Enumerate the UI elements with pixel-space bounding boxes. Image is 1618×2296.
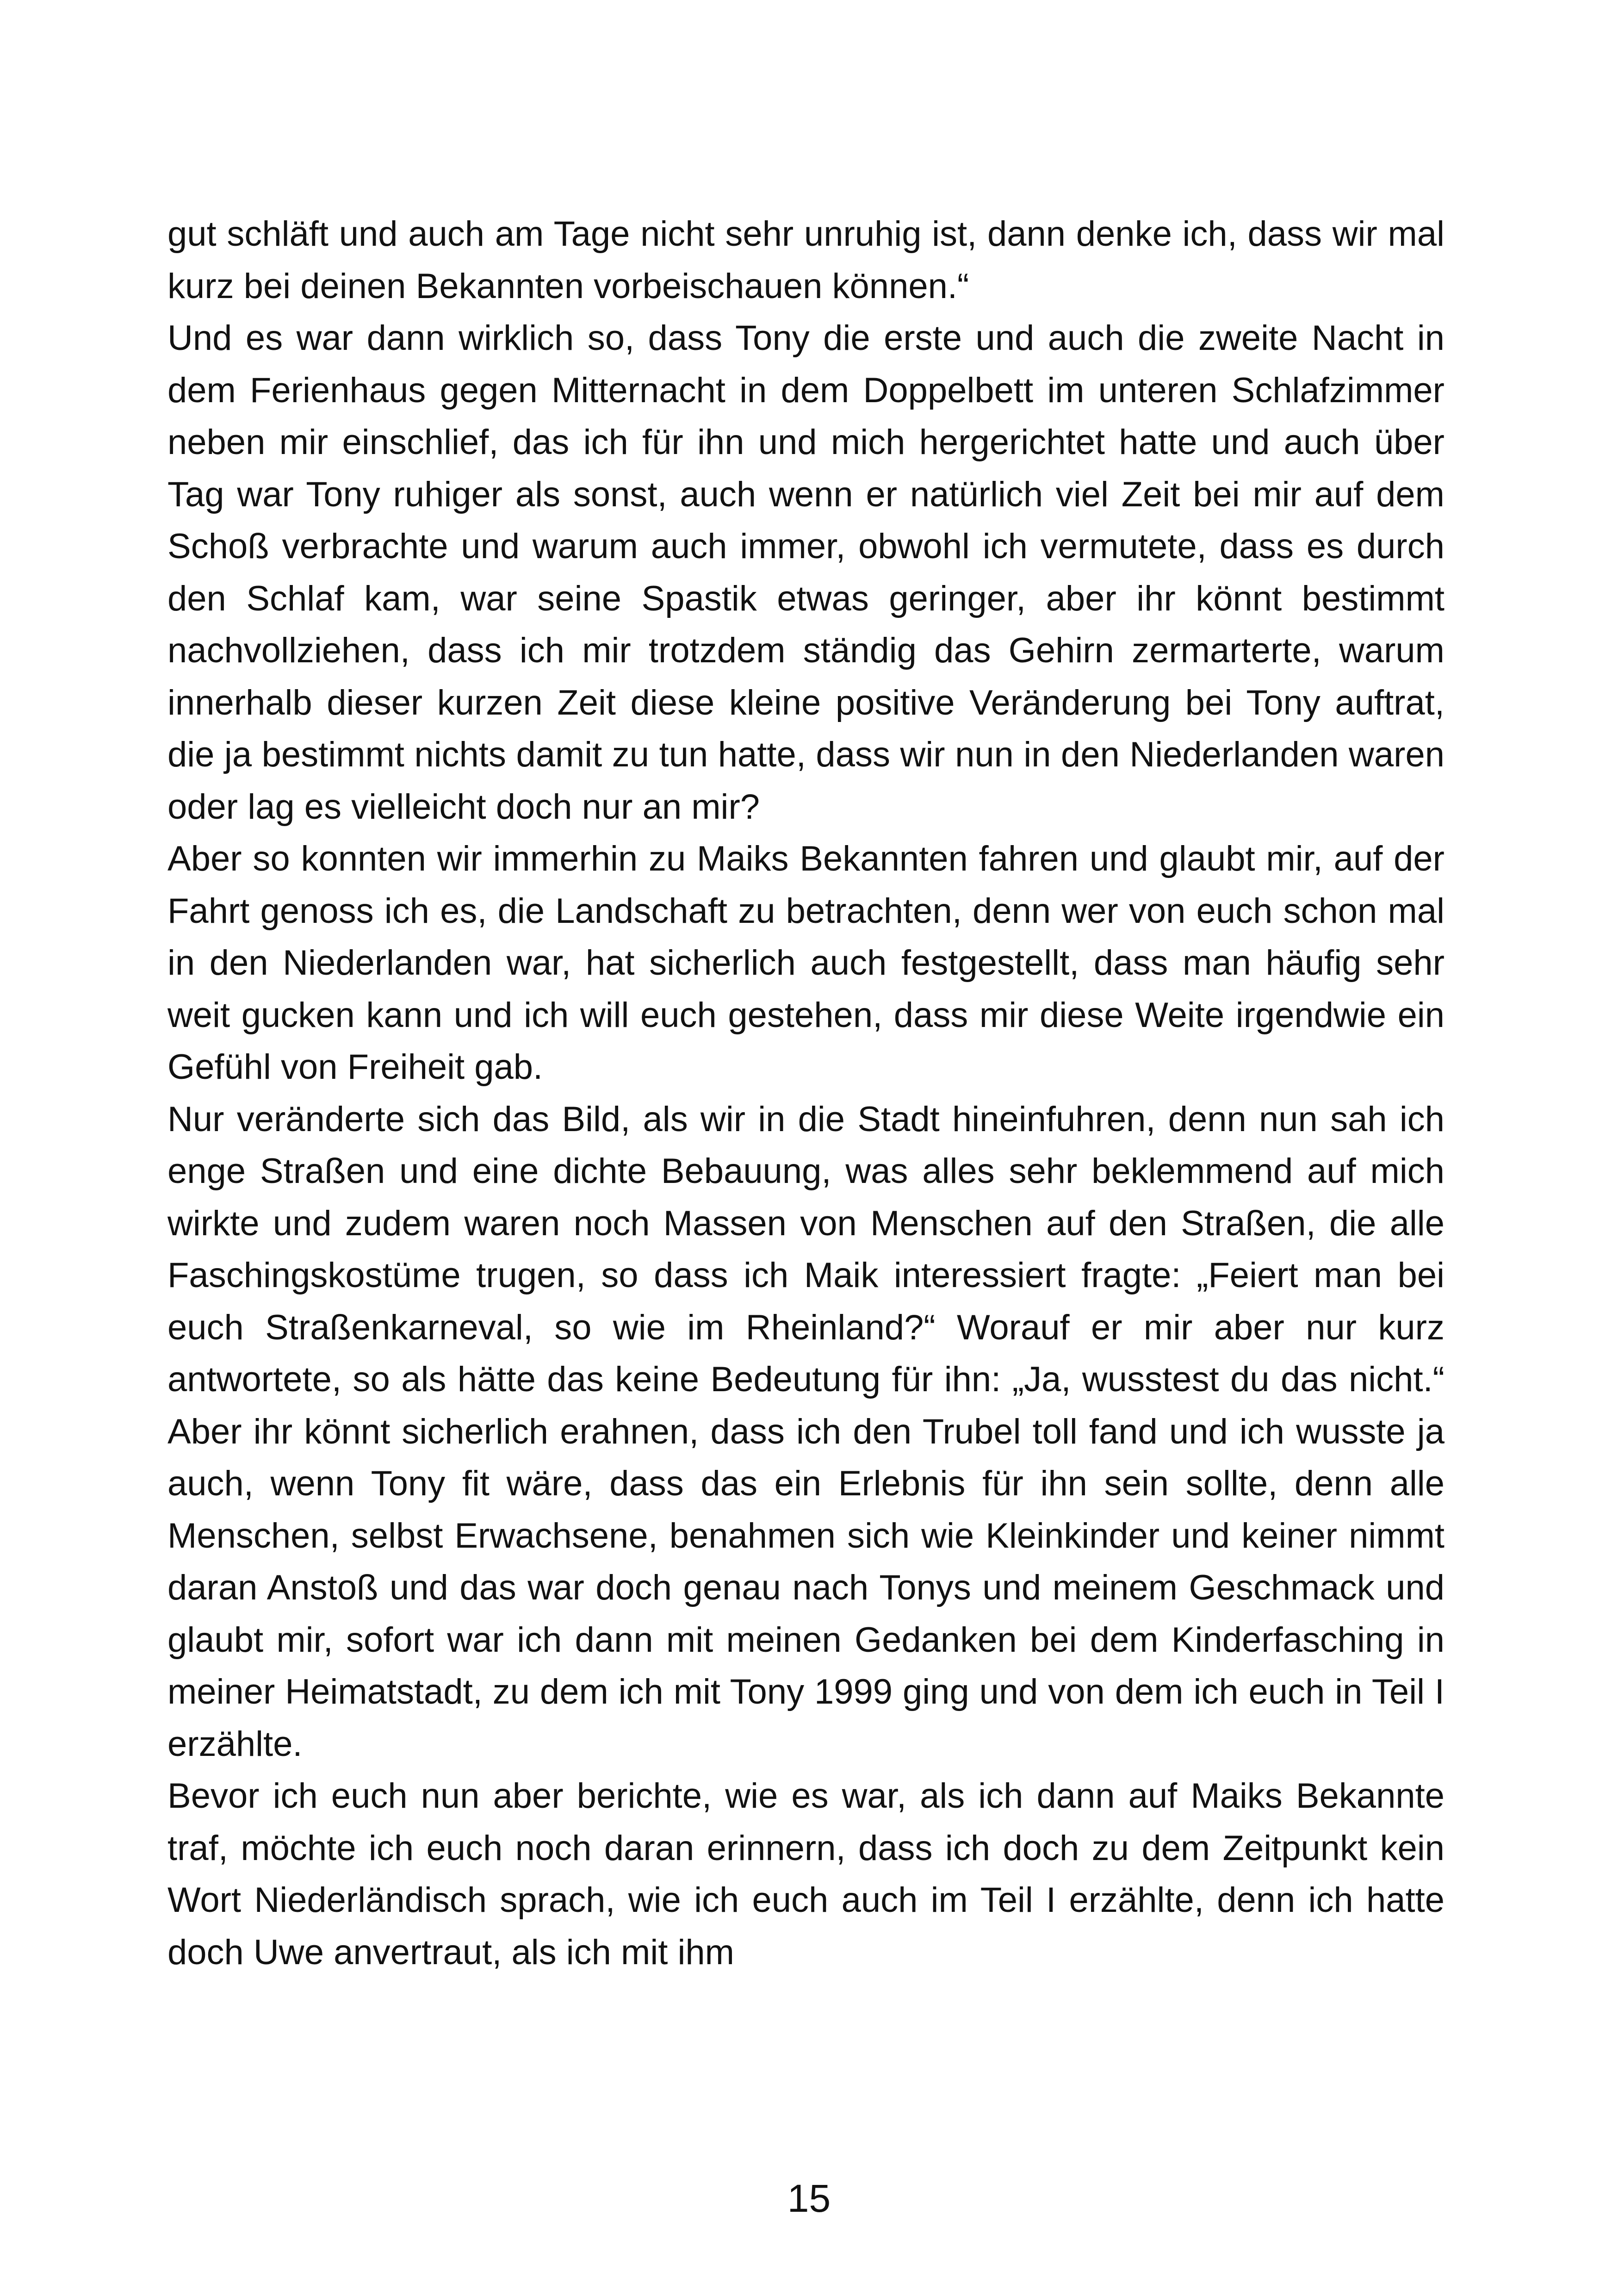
paragraph-5: Bevor ich euch nun aber berichte, wie es war, als ich dann auf Maiks Bekannte traf, möchte ich euch noch daran erinnern, dass ich doch zu dem Zeitpunkt kein Wort Niederländisch sprach, wie ich euch auch im Teil I erzählte, denn ich hatte doch Uwe anvertraut, als ich mit ihm bbox=[167, 1776, 1444, 1972]
body-text bbox=[167, 208, 1444, 1979]
paragraph-3: Aber so konnten wir immerhin zu Maiks Bekannten fahren und glaubt mir, auf der Fahrt genoss ich es, die Landschaft zu betrachten, denn wer von euch schon mal in den Niederlanden war, hat sicherlich auch festgestellt, dass man häufig sehr weit gucken kann und ich will euch gestehen, dass mir diese Weite irgendwie ein Gefühl von Freiheit gab. bbox=[167, 839, 1444, 1087]
paragraph-4: Nur veränderte sich das Bild, als wir in die Stadt hineinfuhren, denn nun sah ich enge Straßen und eine dichte Bebauung, was alles sehr beklemmend auf mich wirkte und zudem waren noch Massen von Menschen auf den Straßen, die alle Faschingskostüme trugen, so dass ich Maik interessiert fragte: „Feiert man bei euch Straßenkarneval, so wie im Rheinland?“ Worauf er mir aber nur kurz antwortete, so als hätte das keine Bedeutung für ihn: „Ja, wusstest du das nicht.“ Aber ihr könnt sicherlich erahnen, dass ich den Trubel toll fand und ich wusste ja auch, wenn Tony fit wäre, dass das ein Erlebnis für ihn sein sollte, denn alle Menschen, selbst Erwachsene, benahmen sich wie Kleinkinder und keiner nimmt daran Anstoß und das war doch genau nach Tonys und meinem Geschmack und glaubt mir, sofort war ich dann mit meinen Gedanken bei dem Kinderfasching in meiner Heimatstadt, zu dem ich mit Tony 1999 ging und von dem ich euch in Teil I erzählte. bbox=[167, 1099, 1444, 1764]
paragraph-2: Und es war dann wirklich so, dass Tony die erste und auch die zweite Nacht in dem Ferienhaus gegen Mitternacht in dem Doppelbett im unteren Schlafzimmer neben mir einschlief, das ich für ihn und mich hergerichtet hatte und auch über Tag war Tony ruhiger als sonst, auch wenn er natürlich viel Zeit bei mir auf dem Schoß verbrachte und warum auch immer, obwohl ich vermutete, dass es durch den Schlaf kam, war seine Spastik etwas geringer, aber ihr könnt bestimmt nachvollziehen, dass ich mir trotzdem ständig das Gehirn zermarterte, warum innerhalb dieser kurzen Zeit diese kleine positive Veränderung bei Tony auftrat, die ja bestimmt nichts damit zu tun hatte, dass wir nun in den Niederlanden waren oder lag es vielleicht doch nur an mir? bbox=[167, 318, 1444, 827]
paragraph-1: gut schläft und auch am Tage nicht sehr unruhig ist, dann denke ich, dass wir mal kurz bei deinen Bekannten vorbeischauen können.“ bbox=[167, 214, 1444, 306]
page-number: 15 bbox=[787, 2177, 831, 2220]
